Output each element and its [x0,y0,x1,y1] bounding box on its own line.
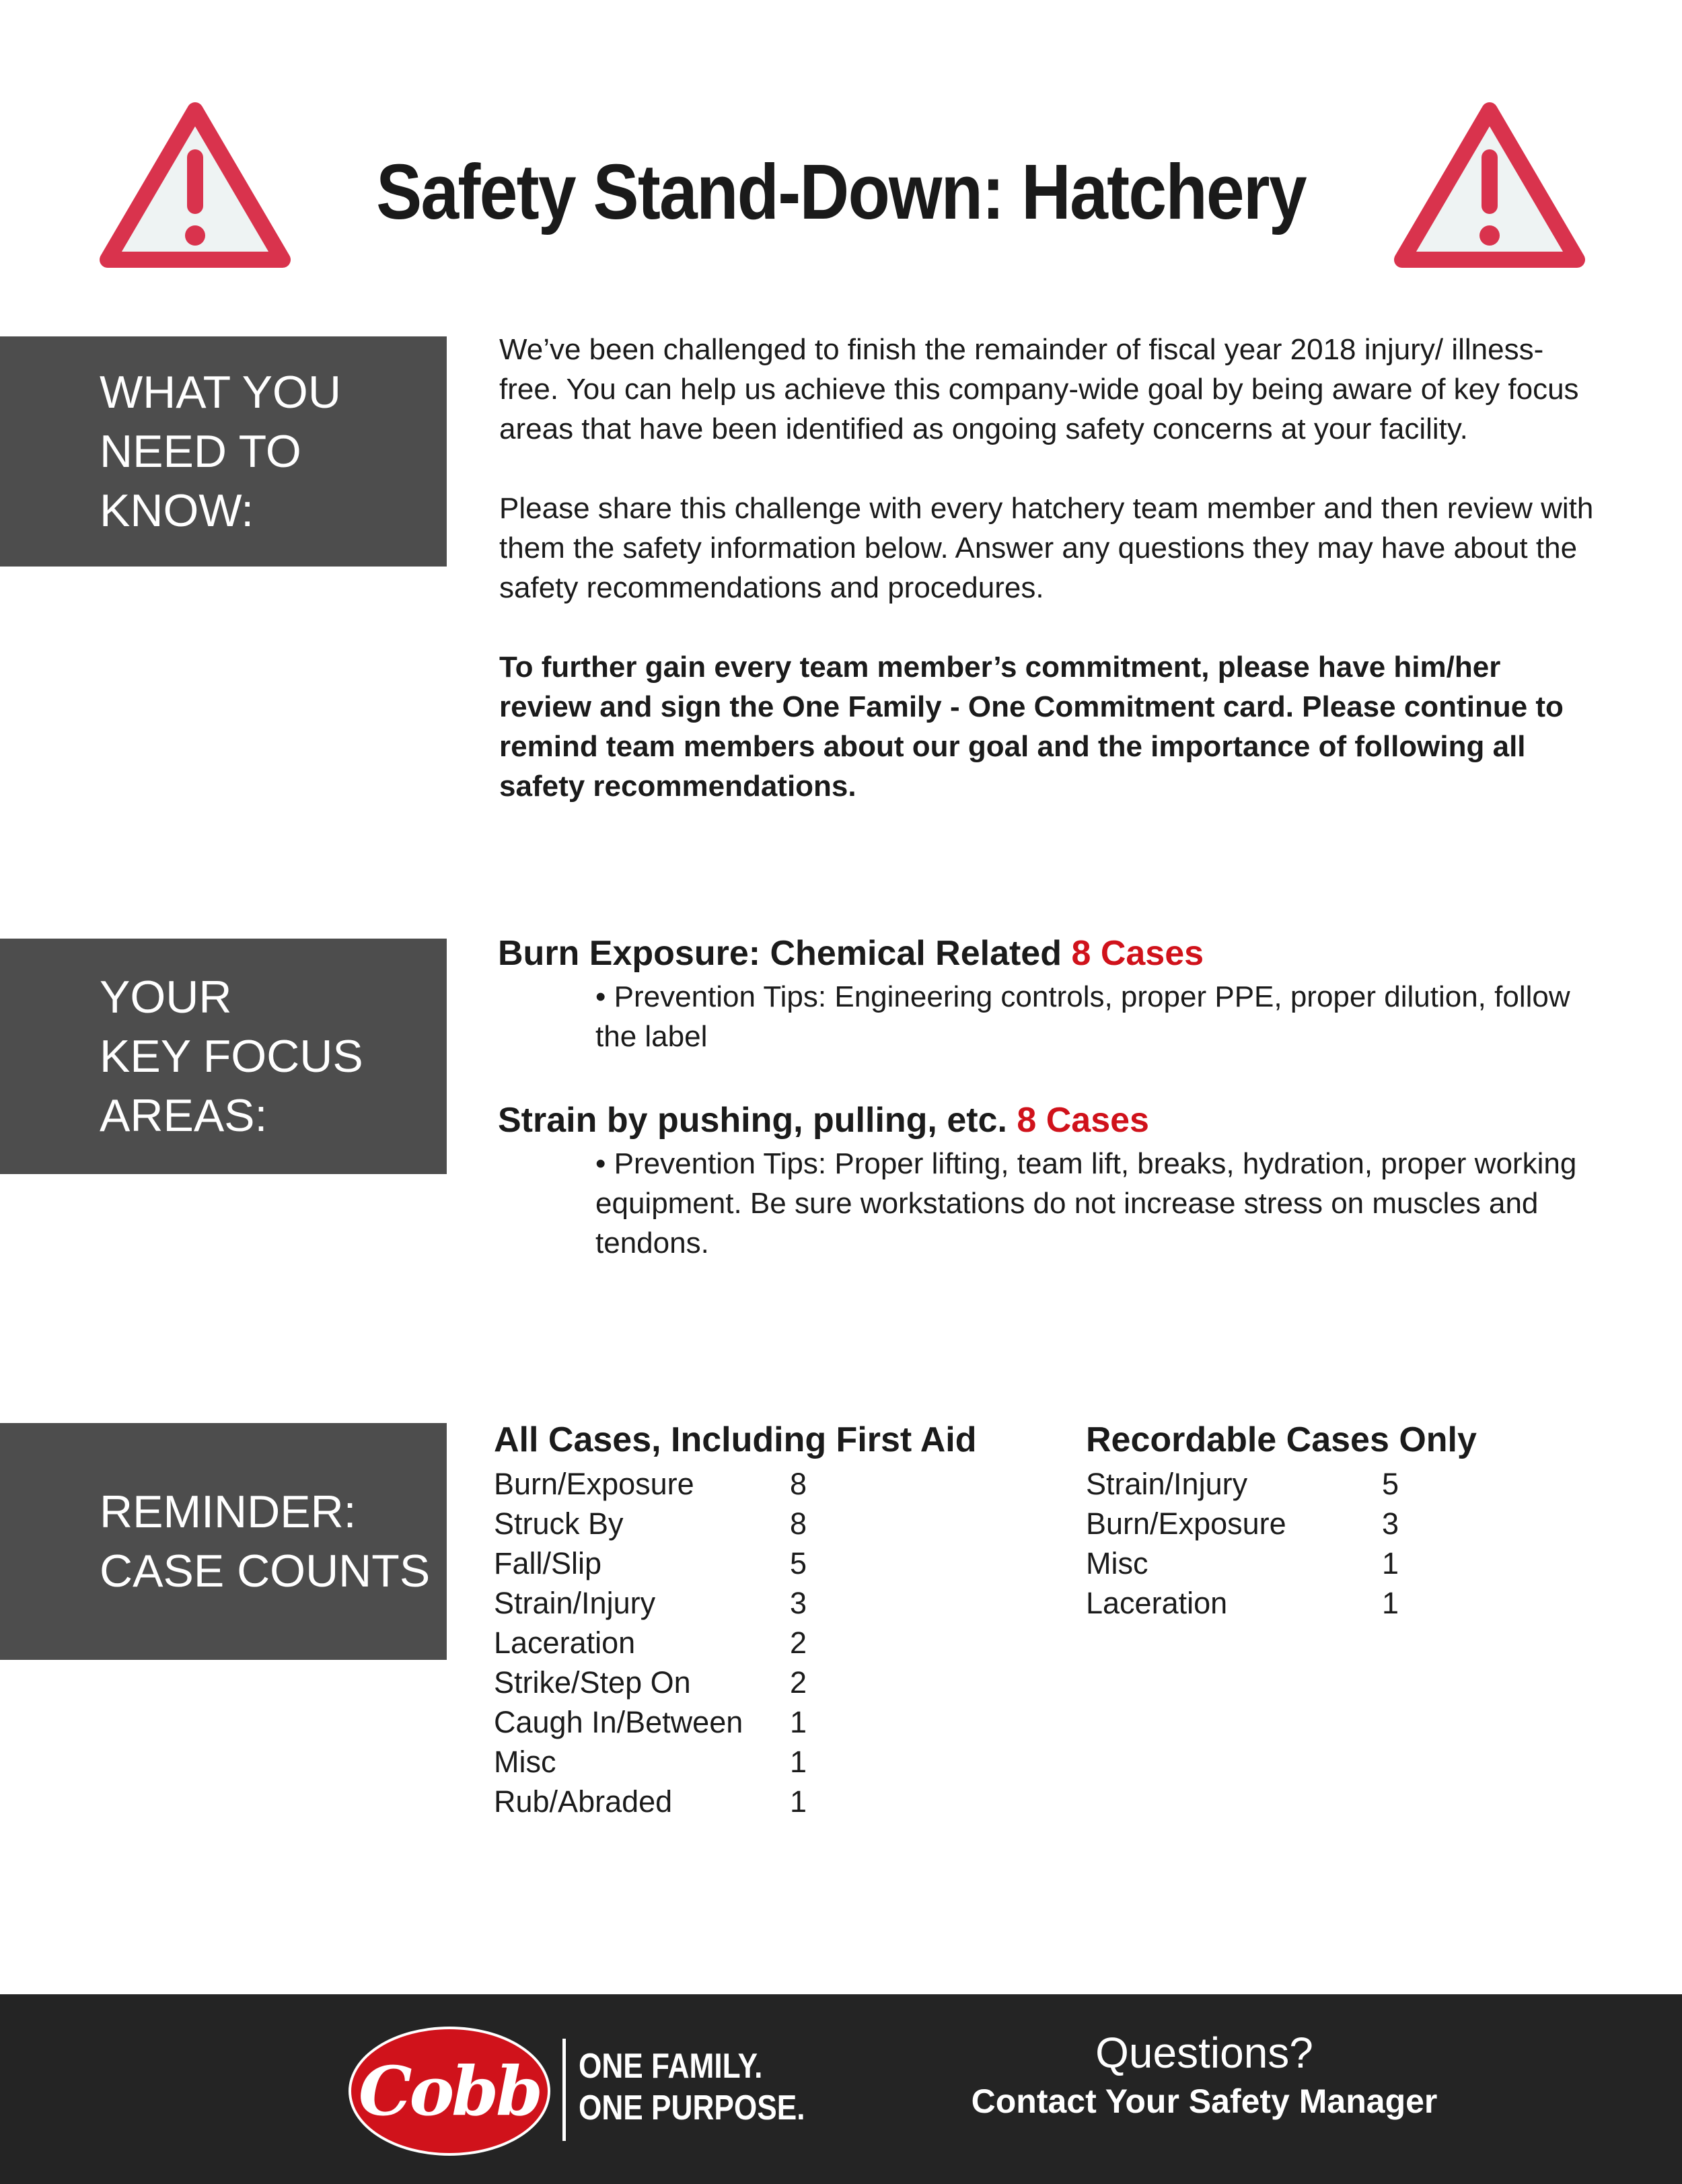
contact-text: Contact Your Safety Manager [971,2082,1438,2120]
logo-wordmark: Cobb [358,2051,541,2131]
case-name: Caugh In/Between [494,1705,743,1739]
case-name: Burn/Exposure [1086,1506,1286,1541]
table-row [494,1504,977,1543]
tagline [579,2045,805,2129]
intro-text [499,330,1596,846]
case-name: Fall/Slip [494,1546,602,1580]
table-row [1086,1504,1477,1543]
contact-block [928,2025,1480,2122]
focus-count: 8 Cases [1017,1101,1149,1140]
table-row [494,1583,977,1623]
table-row [494,1702,977,1742]
case-name: Strain/Injury [1086,1467,1248,1501]
case-name: Strain/Injury [494,1586,656,1620]
table-row [494,1623,977,1663]
focus-title: Strain by pushing, pulling, etc. [498,1101,1007,1140]
intro-paragraph: We’ve been challenged to finish the remainder of fiscal year 2018 injury/ illness-free. You can help us achieve this company-wide goal by being aware of key focus areas that have been identified as ongoing safety concerns at your facility. [499,333,1579,445]
case-count: 1 [1382,1546,1399,1580]
section-label-reminder [0,1423,447,1660]
recordable-cases-table [1086,1416,1477,1623]
logo-divider [562,2039,566,2141]
case-count: 1 [790,1745,807,1779]
case-name: Struck By [494,1506,624,1541]
focus-item [498,1097,1615,1263]
label-line: REMINDER: [100,1486,357,1537]
section-label-need-to-know [0,336,447,567]
warning-triangle-icon [94,96,296,277]
case-count: 1 [790,1784,807,1819]
case-count: 1 [1382,1586,1399,1620]
case-count: 8 [790,1506,807,1541]
footer [0,1994,1682,2184]
focus-title: Burn Exposure: Chemical Related [498,934,1062,973]
warning-triangle-icon [1389,96,1590,277]
section-label-key-focus [0,939,447,1174]
case-count: 3 [790,1586,807,1620]
case-name: Laceration [494,1626,636,1660]
intro-paragraph: Please share this challenge with every hatchery team member and then review with them the safety information below. Answer any questions they may have about the safety recommendations and procedures. [499,492,1594,604]
case-count: 2 [790,1626,807,1660]
recordable-cases-heading: Recordable Cases Only [1086,1420,1477,1459]
focus-heading [498,1097,1615,1144]
label-line: AREAS: [100,1090,268,1141]
case-count: 8 [790,1467,807,1501]
focus-count: 8 Cases [1071,934,1204,973]
table-row [494,1742,977,1782]
case-count: 3 [1382,1506,1399,1541]
case-name: Laceration [1086,1586,1228,1620]
focus-heading [498,930,1615,977]
label-line: NEED TO [100,426,301,477]
all-cases-table [494,1416,977,1821]
tagline-line: ONE FAMILY. [579,2047,763,2086]
case-name: Burn/Exposure [494,1467,694,1501]
focus-item [498,930,1615,1056]
prevention-tip: • Prevention Tips: Proper lifting, team lift, breaks, hydration, proper working equipment. Be sure workstations do not increase stress on muscles and tendons. [595,1147,1577,1260]
tagline-line: ONE PURPOSE. [579,2088,805,2127]
case-count: 5 [790,1546,807,1580]
prevention-tip: • Prevention Tips: Engineering controls, proper PPE, proper dilution, follow the label [595,980,1570,1053]
case-count: 5 [1382,1467,1399,1501]
table-row [1086,1543,1477,1583]
case-name: Misc [494,1745,556,1779]
all-cases-heading: All Cases, Including First Aid [494,1420,977,1459]
label-line: KNOW: [100,485,254,536]
table-row [1086,1583,1477,1623]
case-name: Misc [1086,1546,1148,1580]
table-row [494,1782,977,1821]
label-line: YOUR [100,972,232,1023]
cobb-logo [349,2027,550,2156]
page-title: Safety Stand-Down: Hatchery [376,148,1306,235]
focus-areas [498,930,1615,1303]
questions-text: Questions? [1095,2029,1313,2077]
label-line: CASE COUNTS [100,1545,431,1597]
table-row [1086,1464,1477,1504]
intro-paragraph-bold: To further gain every team member’s commitment, please have him/her review and sign the One Family - One Commitment card. Please continue to remind team members about our goal and the importance of following all safety recommendations. [499,651,1564,803]
label-line: KEY FOCUS [100,1031,363,1082]
label-line: WHAT YOU [100,367,341,418]
table-row [494,1663,977,1702]
case-count: 2 [790,1665,807,1700]
case-count: 1 [790,1705,807,1739]
table-row [494,1464,977,1504]
table-row [494,1543,977,1583]
case-name: Strike/Step On [494,1665,691,1700]
case-name: Rub/Abraded [494,1784,673,1819]
